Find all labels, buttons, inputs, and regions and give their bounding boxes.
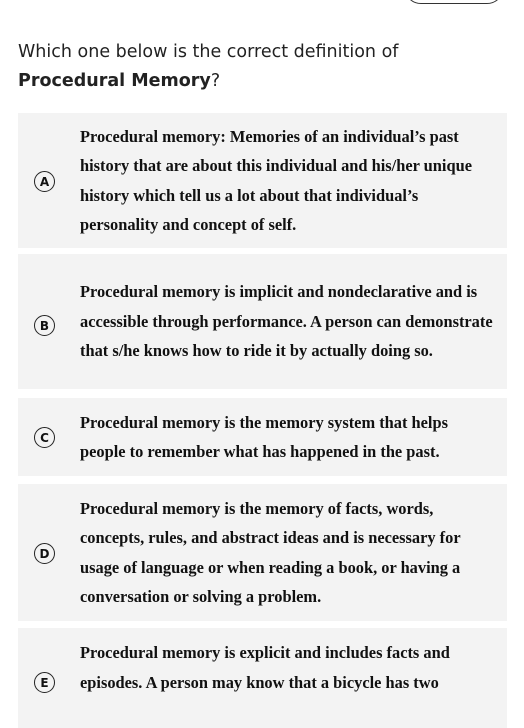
question-prefix: Which one below is the correct definition of bbox=[18, 42, 399, 62]
option-letter-a: A bbox=[34, 171, 55, 192]
option-text-a: Procedural memory: Memories of an individual’s past history that are about this individual and his/her unique history which tell us a lot about that individual’s personality and concept of self. bbox=[80, 126, 472, 234]
option-letter-e: E bbox=[34, 672, 55, 693]
option-a[interactable] bbox=[18, 113, 507, 248]
option-letter-b: B bbox=[34, 315, 55, 336]
question-suffix: ? bbox=[210, 71, 221, 91]
option-c[interactable] bbox=[18, 398, 507, 476]
option-letter-c: C bbox=[34, 427, 55, 448]
question-text bbox=[18, 38, 508, 96]
option-e[interactable] bbox=[18, 628, 507, 728]
option-letter-d: D bbox=[34, 543, 55, 564]
option-text-c: Procedural memory is the memory system that helps people to remember what has happened in the past. bbox=[80, 412, 448, 461]
option-d[interactable] bbox=[18, 484, 507, 621]
option-text-e: Procedural memory is explicit and includes facts and episodes. A person may know that a bicycle has two bbox=[80, 643, 450, 692]
option-b[interactable] bbox=[18, 254, 507, 389]
question-term: Procedural Memory bbox=[18, 71, 211, 91]
option-text-d: Procedural memory is the memory of facts, words, concepts, rules, and abstract ideas and is necessary for usage of language or when reading a book, or having a conversation or solving a problem. bbox=[80, 498, 461, 606]
top-button[interactable] bbox=[404, 0, 504, 4]
option-text-b: Procedural memory is implicit and nondeclarative and is accessible through performance. A person can demonstrate that s/he knows how to ride it by actually doing so. bbox=[80, 282, 493, 361]
